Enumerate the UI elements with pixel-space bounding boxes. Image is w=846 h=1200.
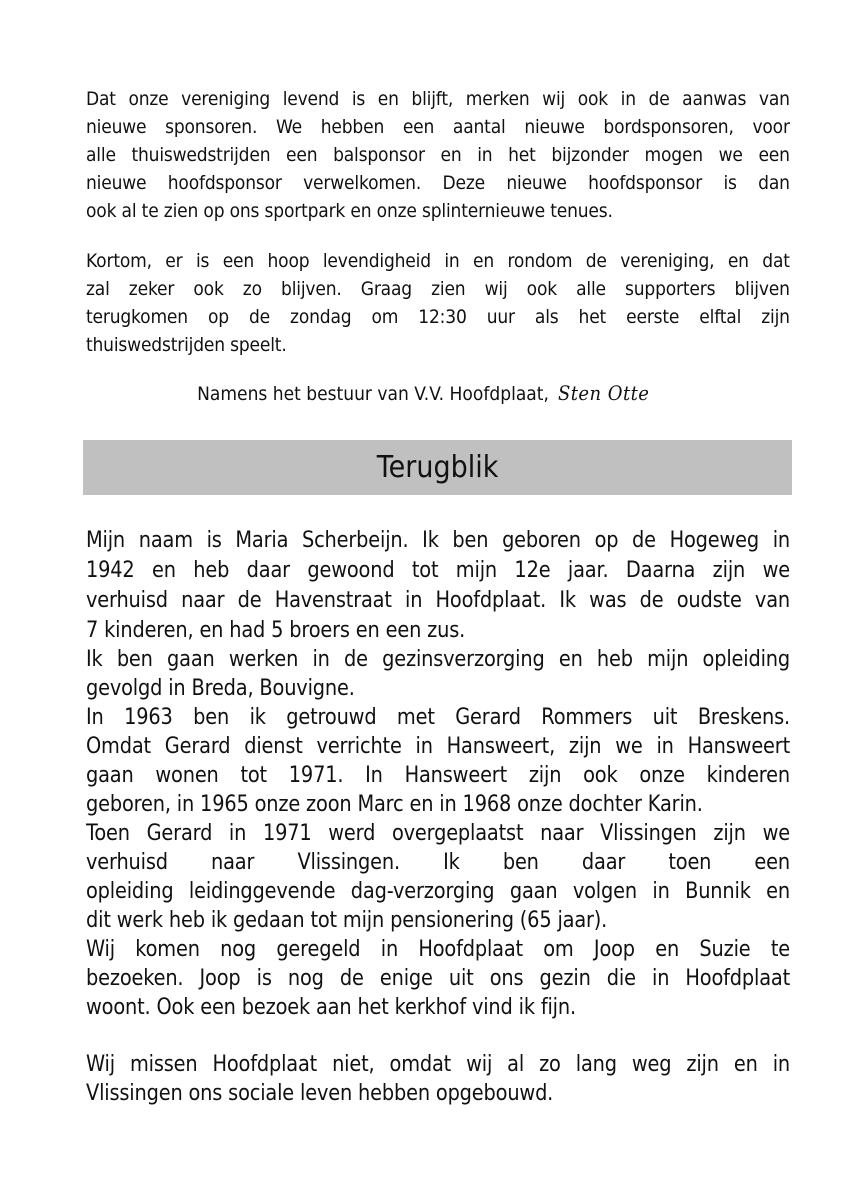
signature-line bbox=[0, 381, 846, 405]
text-line: Omdat Gerard dienst verrichte in Hansweert, zijn we in Hansweert bbox=[86, 734, 790, 759]
text-line: Mijn naam is Maria Scherbeijn. Ik ben geboren op de Hogeweg in bbox=[86, 528, 790, 553]
text-line: woont. Ook een bezoek aan het kerkhof vind ik fijn. bbox=[86, 995, 576, 1020]
text-line: Dat onze vereniging levend is en blijft, merken wij ook in de aanwas van bbox=[86, 88, 790, 110]
text-line: Vlissingen ons sociale leven hebben opgebouwd. bbox=[86, 1081, 554, 1106]
text-line: dit werk heb ik gedaan tot mijn pensionering (65 jaar). bbox=[86, 908, 608, 933]
text-line: terugkomen op de zondag om 12:30 uur als het eerste elftal zijn bbox=[86, 306, 790, 328]
text-line: nieuwe sponsoren. We hebben een aantal nieuwe bordsponsoren, voor bbox=[86, 116, 790, 138]
text-line: gaan wonen tot 1971. In Hansweert zijn ook onze kinderen bbox=[86, 763, 790, 788]
text-line: In 1963 ben ik getrouwd met Gerard Rommers uit Breskens. bbox=[86, 705, 790, 730]
text-line: alle thuiswedstrijden een balsponsor en in het bijzonder mogen we een bbox=[86, 144, 790, 166]
text-line: Kortom, er is een hoop levendigheid in en rondom de vereniging, en dat bbox=[86, 250, 790, 272]
text-line: Ik ben gaan werken in de gezinsverzorging en heb mijn opleiding bbox=[86, 647, 790, 672]
signature-text: Namens het bestuur van V.V. Hoofdplaat, bbox=[196, 383, 549, 405]
text-line: ook al te zien op ons sportpark en onze splinternieuwe tenues. bbox=[86, 200, 613, 222]
text-line: gevolgd in Breda, Bouvigne. bbox=[86, 676, 355, 701]
text-line: Toen Gerard in 1971 werd overgeplaatst naar Vlissingen zijn we bbox=[86, 821, 790, 846]
text-line: 7 kinderen, en had 5 broers en een zus. bbox=[86, 618, 466, 643]
text-line: Wij komen nog geregeld in Hoofdplaat om Joop en Suzie te bbox=[86, 937, 790, 962]
text-line: Wij missen Hoofdplaat niet, omdat wij al zo lang weg zijn en in bbox=[86, 1052, 790, 1077]
text-line: verhuisd naar de Havenstraat in Hoofdplaat. Ik was de oudste van bbox=[86, 588, 790, 613]
text-line: nieuwe hoofdsponsor verwelkomen. Deze nieuwe hoofdsponsor is dan bbox=[86, 172, 790, 194]
text-line: opleiding leidinggevende dag-verzorging gaan volgen in Bunnik en bbox=[86, 879, 790, 904]
text-line: thuiswedstrijden speelt. bbox=[86, 334, 287, 356]
text-line: zal zeker ook zo blijven. Graag zien wij ook alle supporters blijven bbox=[86, 278, 790, 300]
section-title: Terugblik bbox=[376, 450, 499, 485]
text-line: geboren, in 1965 onze zoon Marc en in 1968 onze dochter Karin. bbox=[86, 792, 703, 817]
text-line: 1942 en heb daar gewoond tot mijn 12e jaar. Daarna zijn we bbox=[86, 558, 790, 583]
section-banner bbox=[83, 440, 792, 495]
text-line: verhuisd naar Vlissingen. Ik ben daar toen een bbox=[86, 850, 790, 875]
text-line: bezoeken. Joop is nog de enige uit ons gezin die in Hoofdplaat bbox=[86, 966, 790, 991]
signature-name: Sten Otte bbox=[557, 381, 650, 405]
